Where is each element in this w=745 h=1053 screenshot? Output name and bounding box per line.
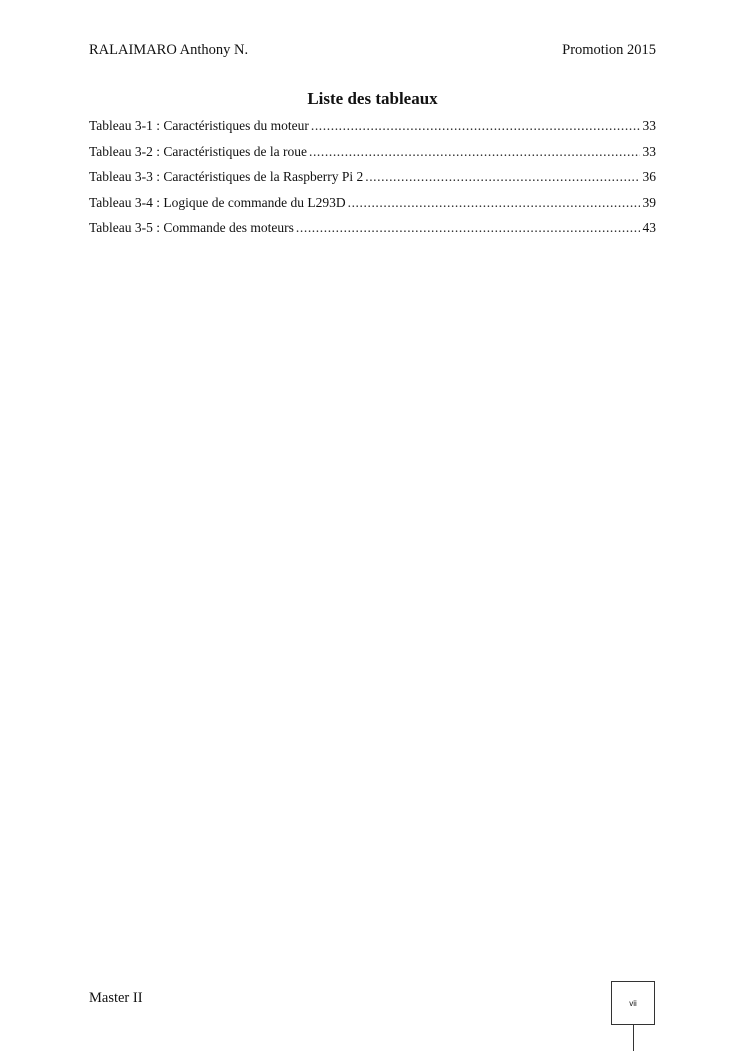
toc-entry-page: 36 <box>642 169 656 184</box>
page-number-connector-line <box>633 1025 634 1051</box>
toc-entry-label: Tableau 3-4 : Logique de commande du L293D <box>89 194 346 210</box>
toc-entry[interactable] <box>89 195 656 221</box>
toc-entry[interactable] <box>89 220 656 246</box>
toc-entry-page: 33 <box>642 143 656 159</box>
toc-dot-leader <box>296 220 640 236</box>
page-number: vii <box>629 998 637 1008</box>
toc-dot-leader <box>309 144 640 160</box>
toc-entry-page: 33 <box>642 118 656 133</box>
toc-entry-label: Tableau 3-5 : Commande des moteurs <box>89 220 294 235</box>
list-of-tables <box>89 118 656 246</box>
toc-entry-label: Tableau 3-2 : Caractéristiques de la roue <box>89 143 307 159</box>
toc-entry[interactable] <box>89 144 656 170</box>
footer-degree: Master II <box>89 990 143 1006</box>
header-promotion: Promotion 2015 <box>562 42 656 58</box>
toc-dot-leader <box>311 118 640 134</box>
header-author: RALAIMARO Anthony N. <box>89 42 249 58</box>
toc-entry-page: 39 <box>642 194 656 210</box>
toc-entry-label: Tableau 3-1 : Caractéristiques du moteur <box>89 118 309 133</box>
toc-title: Liste des tableaux <box>307 89 438 108</box>
toc-entry-label: Tableau 3-3 : Caractéristiques de la Raspberry Pi 2 <box>89 169 364 184</box>
toc-entry[interactable] <box>89 169 656 195</box>
page-number-box <box>611 981 655 1025</box>
page-header <box>89 42 656 64</box>
toc-dot-leader <box>348 195 640 211</box>
toc-entry-page: 43 <box>642 220 656 235</box>
toc-entry[interactable] <box>89 118 656 144</box>
toc-dot-leader <box>365 169 639 185</box>
